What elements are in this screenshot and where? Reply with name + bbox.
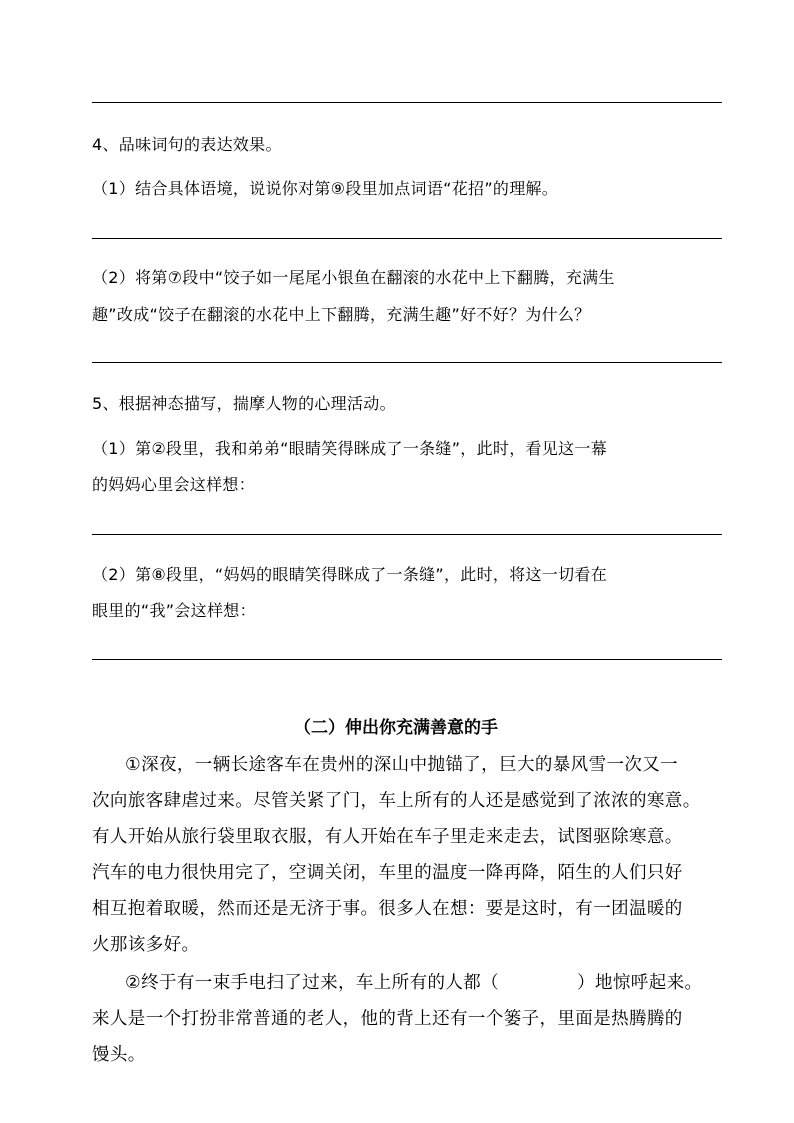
answer-line-2[interactable]	[92, 238, 722, 239]
paragraph-2-line: 来人是一个打扮非常普通的老人，他的背上还有一个篓子，里面是热腾腾的	[92, 1009, 683, 1029]
answer-line-1[interactable]	[92, 102, 722, 103]
question-4-heading: 4、品味词句的表达效果。	[92, 135, 282, 154]
answer-line-3[interactable]	[92, 362, 722, 363]
question-5-sub2-line2: 眼里的“我”会这样想：	[92, 601, 256, 620]
answer-line-4[interactable]	[92, 534, 722, 535]
paragraph-2-line: 馒头。	[92, 1045, 146, 1065]
paragraph-1-line: 火那该多好。	[92, 935, 200, 955]
paragraph-1-line: 次向旅客肆虐过来。尽管关紧了门，车上所有的人还是感觉到了浓浓的寒意。	[92, 791, 701, 811]
question-4-sub1: （1）结合具体语境，说说你对第⑨段里加点词语“花招”的理解。	[92, 179, 559, 198]
paragraph-2-text-before-blank: ②终于有一束手电扫了过来，车上所有的人都（	[125, 973, 500, 993]
question-4-sub2-line1: （2）将第⑦段中“饺子如一尾尾小银鱼在翻滚的水花中上下翻腾，充满生	[92, 268, 615, 287]
question-5-sub1-line2: 的妈妈心里会这样想：	[92, 475, 256, 494]
question-5-sub2-line1: （2）第⑧段里，“妈妈的眼睛笑得眯成了一条缝”，此时，将这一切看在	[92, 565, 608, 584]
question-4-sub2-line2: 趣”改成“饺子在翻滚的水花中上下翻腾，充满生趣”好不好？为什么？	[92, 305, 591, 324]
paragraph-1-line: 有人开始从旅行袋里取衣服，有人开始在车子里走来走去，试图驱除寒意。	[92, 827, 683, 847]
paragraph-2-text-after-blank: ）地惊呼起来。	[577, 973, 703, 993]
question-5-heading: 5、根据神态描写，揣摩人物的心理活动。	[92, 394, 396, 413]
question-5-sub1-line1: （1）第②段里，我和弟弟“眼睛笑得眯成了一条缝”，此时，看见这一幕	[92, 439, 608, 458]
answer-line-5[interactable]	[92, 659, 722, 660]
paragraph-1-line: 相互抱着取暖，然而还是无济于事。很多人在想：要是这时，有一团温暖的	[92, 899, 683, 919]
paragraph-1-line: 汽车的电力很快用完了，空调关闭，车里的温度一降再降，陌生的人们只好	[92, 863, 683, 883]
section-title: （二）伸出你充满善意的手	[294, 718, 498, 738]
paragraph-1-line: ①深夜，一辆长途客车在贵州的深山中抛锚了，巨大的暴风雪一次又一	[125, 755, 679, 775]
paragraph-2-line-1	[125, 969, 702, 994]
